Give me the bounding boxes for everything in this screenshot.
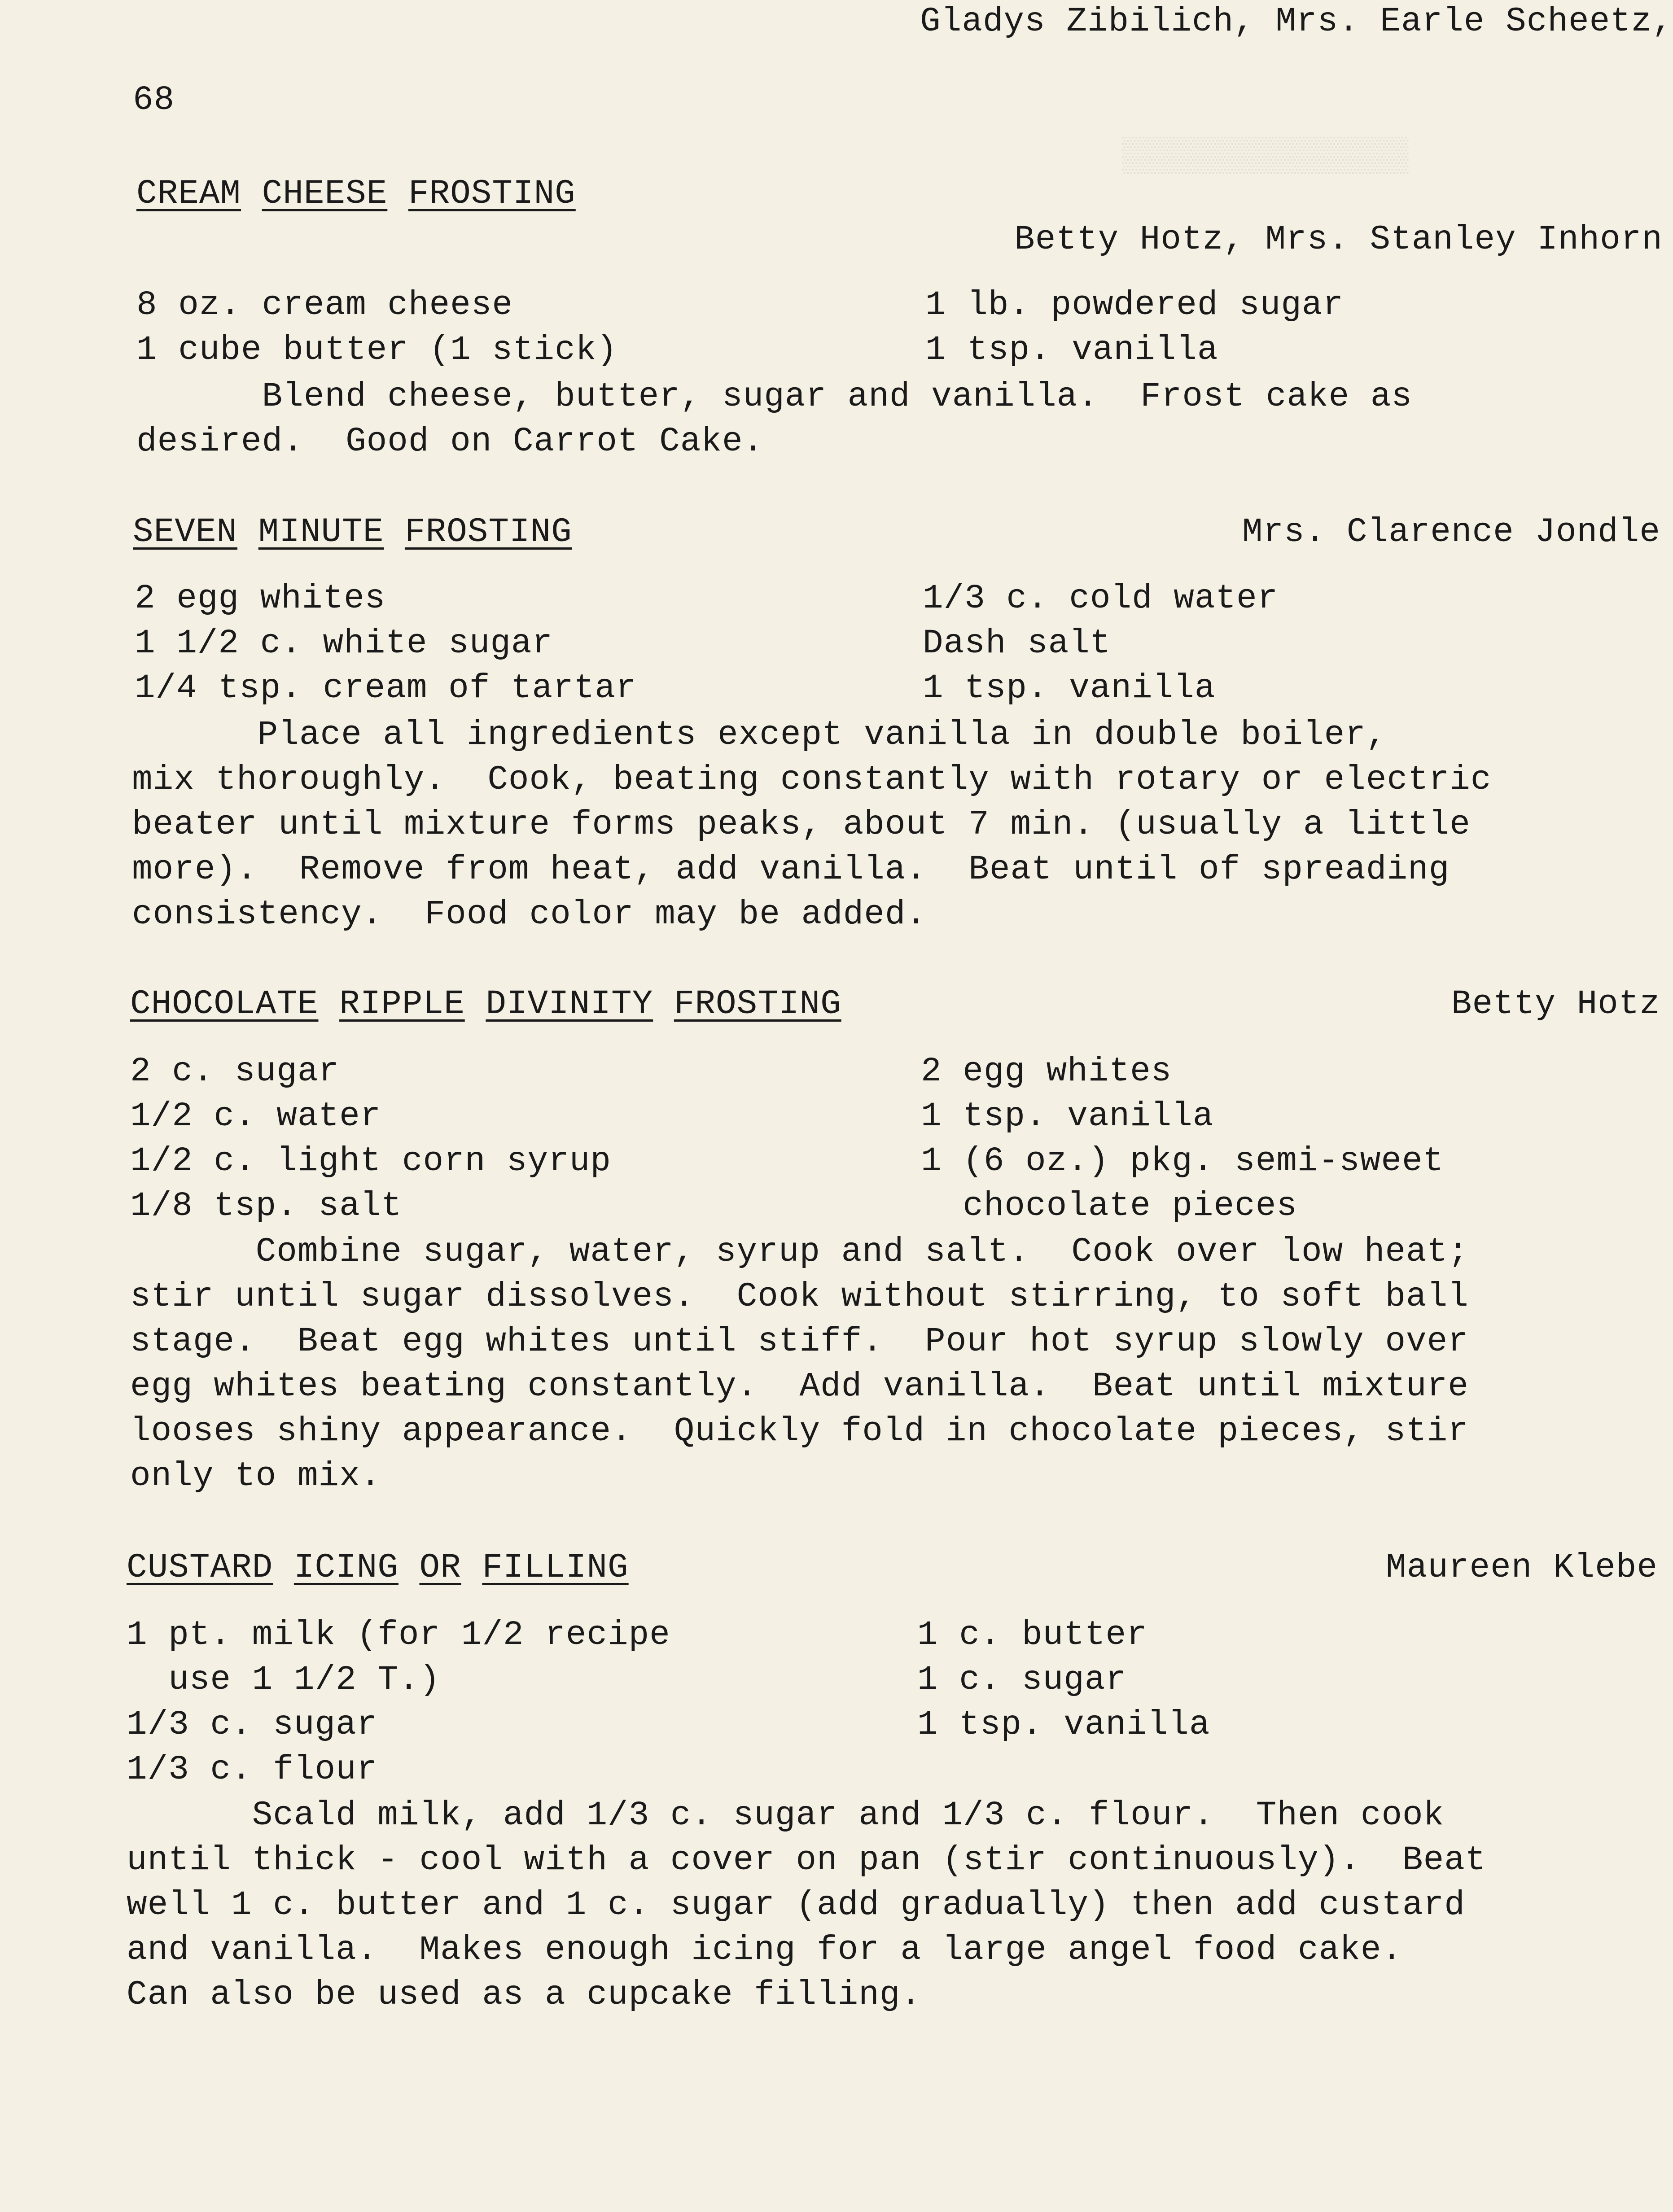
ingredient: 1 c. butter (917, 1616, 1147, 1654)
ingredient: 8 oz. cream cheese (136, 286, 513, 324)
direction-line: desired. Good on Carrot Cake. (136, 422, 764, 461)
direction-line: Place all ingredients except vanilla in double boiler, (132, 716, 1387, 754)
recipe-title: CREAM CHEESE FROSTING (136, 175, 576, 213)
ingredient: 1/8 tsp. salt (130, 1187, 402, 1225)
ingredient: 1 1/2 c. white sugar (135, 624, 553, 663)
ingredient: 2 egg whites (921, 1052, 1172, 1091)
recipe-author: Gladys Zibilich, Mrs. Earle Scheetz, (920, 2, 1673, 41)
ingredient: 1 lb. powdered sugar (925, 286, 1344, 324)
direction-line: Scald milk, add 1/3 c. sugar and 1/3 c. flour. Then cook (127, 1796, 1445, 1835)
ingredient: 1 tsp. vanilla (923, 669, 1216, 708)
direction-line: consistency. Food color may be added. (132, 895, 927, 934)
direction-line: mix thoroughly. Cook, beating constantly with rotary or electric (132, 761, 1492, 799)
direction-line: beater until mixture forms peaks, about 7 min. (usually a little (132, 805, 1471, 844)
ingredient: 2 c. sugar (130, 1052, 340, 1091)
direction-line: Can also be used as a cupcake filling. (127, 1976, 922, 2014)
direction-line: looses shiny appearance. Quickly fold in chocolate pieces, stir (130, 1412, 1469, 1451)
direction-line: and vanilla. Makes enough icing for a large angel food cake. (127, 1931, 1403, 1969)
page-number: 68 (133, 81, 175, 119)
direction-line: Blend cheese, butter, sugar and vanilla. Frost cake as (136, 377, 1413, 416)
ingredient: 1/4 tsp. cream of tartar (135, 669, 637, 708)
ingredient: 1 tsp. vanilla (917, 1705, 1210, 1744)
direction-line: stage. Beat egg whites until stiff. Pour hot syrup slowly over (130, 1322, 1469, 1361)
ingredient: 1/3 c. sugar (127, 1705, 378, 1744)
recipe-author: Betty Hotz (1451, 985, 1660, 1023)
recipe-title: SEVEN MINUTE FROSTING (133, 513, 572, 551)
ingredient: 2 egg whites (135, 579, 386, 618)
ingredient: 1 cube butter (1 stick) (136, 331, 618, 369)
recipe-author: Mrs. Clarence Jondle (1242, 513, 1660, 551)
ingredient: 1 c. sugar (917, 1661, 1127, 1699)
direction-line: stir until sugar dissolves. Cook without stirring, to soft ball (130, 1277, 1469, 1316)
ingredient: 1 (6 oz.) pkg. semi-sweet (921, 1142, 1444, 1180)
recipe-title: CHOCOLATE RIPPLE DIVINITY FROSTING (130, 985, 841, 1023)
direction-line: well 1 c. butter and 1 c. sugar (add gradually) then add custard (127, 1886, 1465, 1924)
direction-line: more). Remove from heat, add vanilla. Beat until of spreading (132, 850, 1450, 889)
direction-line: until thick - cool with a cover on pan (stir continuously). Beat (127, 1841, 1486, 1880)
ingredient: 1 tsp. vanilla (925, 331, 1218, 369)
direction-line: Combine sugar, water, syrup and salt. Cook over low heat; (130, 1233, 1469, 1271)
ingredient: 1/2 c. water (130, 1097, 381, 1136)
recipe-title: CUSTARD ICING OR FILLING (127, 1548, 629, 1587)
bleed-through-texture: ▒▒▒▒▒▒▒▒▒▒▒▒▒▒ (1122, 137, 1409, 175)
recipe-author: Betty Hotz, Mrs. Stanley Inhorn (1014, 220, 1663, 259)
ingredient: use 1 1/2 T.) (127, 1661, 441, 1699)
ingredient: 1/2 c. light corn syrup (130, 1142, 611, 1180)
recipe-author: Maureen Klebe (1386, 1548, 1658, 1587)
ingredient: 1 tsp. vanilla (921, 1097, 1214, 1136)
ingredient: 1 pt. milk (for 1/2 recipe (127, 1616, 670, 1654)
ingredient: 1/3 c. cold water (923, 579, 1279, 618)
ingredient: Dash salt (923, 624, 1111, 663)
ingredient: chocolate pieces (921, 1187, 1297, 1225)
ingredient: 1/3 c. flour (127, 1750, 378, 1789)
direction-line: egg whites beating constantly. Add vanilla. Beat until mixture (130, 1367, 1469, 1406)
direction-line: only to mix. (130, 1457, 381, 1495)
